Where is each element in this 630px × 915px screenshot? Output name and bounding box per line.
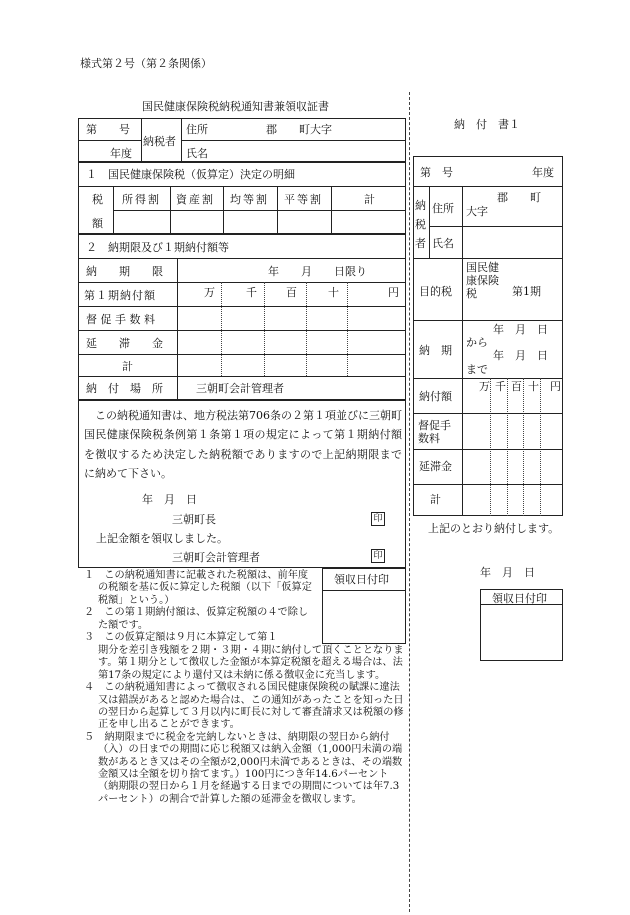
notice-body-text: この納税通知書は、地方税法第706条の２第１項並びに三朝町国民健康保険税条例第１条第１項の規定によって第１期納付額を徴収するため決定した納税額でありますので上記納期限までに納めて下さい。 — [84, 409, 402, 481]
address-value: 郡 町大字 — [266, 123, 332, 136]
row-place-label: 納 付 場 所 — [86, 382, 163, 395]
received-text: 上記金額を領収しました。 — [96, 532, 228, 545]
taxpayer-label: 納税者 — [143, 135, 176, 148]
note-5: ５ 納期限までに税金を完納しないときは、納期限の翌日から納付（入）の日までの期間に応じ税額又は納入金額（1,000円未満の端数があるとき又はその全額が2,000円未満であるときは、その端数金額又は全額を切り捨てます。）100円につき年14.6パーセント（納期限の翌日から１月を経過する日までの期間については年7.3パーセント）の割合で計算した額の延滞金を徴収します。 — [84, 731, 403, 805]
slip-unit-ju: 十 — [528, 380, 539, 393]
slip-date: 年 月 日 — [480, 566, 535, 579]
slip-to-word: まで — [466, 363, 488, 376]
slip-taxpayer-label: 納税者 — [415, 199, 426, 250]
unit-en: 円 — [388, 286, 399, 299]
slip-address-value-1: 郡 町 — [497, 191, 541, 204]
slip-paid-text: 上記のとおり納付します。 — [428, 522, 560, 535]
col-income: 所得割 — [122, 193, 161, 206]
slip-period-from: 年 月 日 — [493, 323, 548, 336]
number-label: 第 号 — [86, 123, 130, 136]
row-late-label: 延 滞 金 — [86, 337, 163, 350]
slip-unit-hyaku: 百 — [511, 380, 522, 393]
slip-name-label: 氏名 — [432, 237, 454, 250]
row-total-label: 計 — [122, 360, 133, 373]
slip-unit-en: 円 — [550, 380, 561, 393]
address-label: 住所 — [186, 123, 208, 136]
slip-address-label: 住所 — [432, 202, 454, 215]
cut-line — [409, 92, 410, 912]
notice-date: 年 月 日 — [142, 493, 197, 506]
unit-man: 万 — [204, 286, 215, 299]
note-2: ２ この第１期納付額は、仮算定税額の４で除した額です。 — [84, 607, 309, 631]
receipt-stamp-label: 領収日付印 — [334, 573, 389, 586]
note-4: ４ この納税通知書によって徴収される国民健康保険税の賦課に違法又は錯誤があると認めた場合は、この通知があったことを知った日の翌日から起算して３月以内に町長に対して審査請求又は税額の修正を申し出ることができます。 — [84, 682, 404, 731]
slip-period-label: 納 期 — [419, 344, 452, 357]
slip-from-word: から — [466, 336, 488, 349]
slip-number-label: 第 号 — [420, 166, 453, 179]
unit-hyaku: 百 — [286, 286, 297, 299]
unit-ju: 十 — [328, 286, 339, 299]
name-label: 氏名 — [186, 147, 208, 160]
slip-period-to: 年 月 日 — [493, 349, 548, 362]
deadline-value: 年 月 日限り — [268, 265, 367, 278]
slip-title: 納 付 書１ — [454, 118, 520, 131]
col-asset: 資産割 — [176, 193, 215, 206]
mayor-label: 三朝町長 — [172, 513, 216, 526]
slip-amount-label: 納付額 — [419, 390, 452, 403]
tax-label-1: 税 — [92, 193, 103, 206]
col-total: 計 — [364, 193, 375, 206]
slip-address-value-2: 大字 — [466, 205, 488, 218]
slip-late-label: 延滞金 — [419, 460, 452, 473]
mayor-seal: 印 — [371, 512, 385, 526]
section2-title: ２ 納期限及び１期納付額等 — [86, 241, 229, 254]
slip-receipt-stamp-label: 領収日付印 — [492, 592, 547, 605]
slip-total-label: 計 — [430, 493, 441, 506]
row-fee-label: 督 促 手 数 料 — [86, 313, 155, 326]
note-3: ３ この仮算定額は９月に本算定して第１ — [84, 632, 278, 644]
row-payment-label: 第１期納付額 — [84, 289, 156, 302]
unit-sen: 千 — [246, 286, 257, 299]
slip-unit-sen: 千 — [495, 380, 506, 393]
slip-purpose-value: 国民健康保険税 — [466, 261, 499, 300]
form-label: 様式第２号（第２条関係） — [80, 57, 212, 70]
section1-title: １ 国民健康保険税（仮算定）決定の明細 — [86, 168, 295, 181]
slip-purpose-period: 第1期 — [512, 285, 541, 298]
note-1: １ この納税通知書に記載された税額は、前年度の税額を基に仮に算定した税額（以下「仮算定税額」という。） — [84, 570, 312, 606]
note-3b: 期分を差引き残額を２期・３期・４期に納付して頂くこととなります。第１期分として徴収した金額が本算定税額を超える場合は、法第17条の規定により還付又は未納に係る徴収金に充当します。 — [98, 645, 404, 681]
year-label: 年度 — [110, 147, 132, 160]
slip-unit-man: 万 — [479, 380, 490, 393]
notes-bottom — [84, 645, 406, 806]
col-per-capita: 均等割 — [230, 193, 269, 206]
treasurer-seal: 印 — [371, 549, 385, 563]
treasurer-label: 三朝町会計管理者 — [172, 551, 260, 564]
place-value: 三朝町会計管理者 — [196, 382, 284, 395]
slip-fee-label: 督促手数料 — [418, 419, 451, 445]
col-household: 平等割 — [284, 193, 323, 206]
slip-purpose-label: 目的税 — [419, 285, 452, 298]
slip-year-label: 年度 — [532, 166, 554, 179]
row-deadline-label: 納 期 限 — [86, 265, 163, 278]
notes-top — [84, 570, 318, 644]
notice-title: 国民健康保険税納税通知書兼領収証書 — [142, 100, 329, 113]
tax-label-2: 額 — [92, 217, 103, 230]
